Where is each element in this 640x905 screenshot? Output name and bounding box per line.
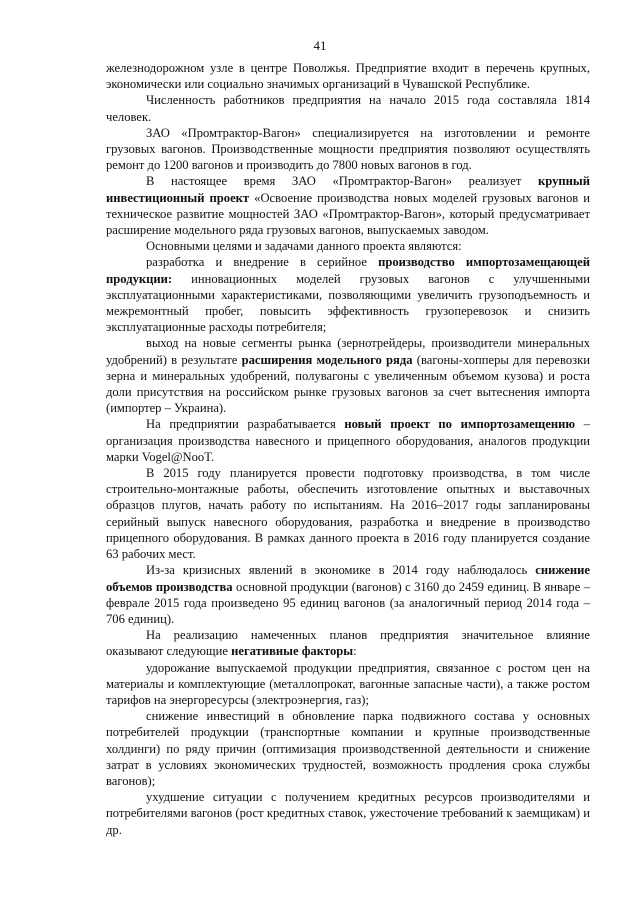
paragraph <box>106 660 590 709</box>
text-run: удорожание выпускаемой продукции предприятия, связанное с ростом цен на материалы и комплектующие (металлопрокат, вагонные запасные части), а также ростом тарифов на энергоресурсы (электроэнергия, газ); <box>106 660 590 707</box>
paragraph <box>106 627 590 659</box>
body-text <box>106 60 590 838</box>
paragraph <box>106 92 590 124</box>
paragraph <box>106 789 590 838</box>
text-run: Основными целями и задачами данного проекта являются: <box>146 239 462 254</box>
text-run: Из-за кризисных явлений в экономике в 2014 году наблюдалось <box>146 563 536 578</box>
bold-text: производство импортозамещающей продукции: <box>106 255 590 286</box>
text-run: железнодорожном узле в центре Поволжья. Предприятие входит в перечень крупных, экономически или социально значимых организаций в Чувашской Республике. <box>106 61 590 92</box>
text-run: Численность работников предприятия на начало 2015 года составляла 1814 человек. <box>106 93 590 124</box>
text-run: (вагоны-хопперы для перевозки зерна и минеральных удобрений, полувагоны с увеличенным объемом кузова) и роста доли присутствия на российском рынке грузовых вагонов за счет вытеснения импорта (импортер – Украина). <box>106 352 590 416</box>
bold-text: крупный инвестиционный проект <box>106 174 590 205</box>
text-run: ЗАО «Промтрактор-Вагон» специализируется на изготовлении и ремонте грузовых вагонов. Производственные мощности предприятия позволяют осуществлять ремонт до 1200 вагонов и производить до 7800 новых вагонов в год. <box>106 125 590 173</box>
bold-text: снижение объемов производства <box>106 563 590 594</box>
text-run: разработка и внедрение в серийное <box>146 255 379 270</box>
bold-text: расширения модельного ряда <box>241 352 413 367</box>
paragraph <box>106 335 590 416</box>
paragraph <box>106 238 590 254</box>
page-number: 41 <box>313 38 327 53</box>
text-run: «Освоение производства новых моделей грузовых вагонов и техническое развитие мощностей ЗАО «Промтрактор-Вагон», который предусматривает расширение модельного ряда грузовых вагонов, выпускаемых заводом. <box>106 190 590 238</box>
bold-text: негативные факторы <box>231 644 354 659</box>
text-run: основной продукции (вагонов) с 3160 до 2459 единиц. В январе – феврале 2015 года произведено 95 единиц вагонов (за аналогичный период 2014 года – 706 единиц). <box>106 579 591 626</box>
paragraph <box>106 125 590 174</box>
paragraph <box>106 465 590 562</box>
bold-text: новый проект по импортозамещению <box>344 417 576 432</box>
paragraph <box>106 60 590 92</box>
text-run: : <box>353 644 357 659</box>
text-run: В 2015 году планируется провести подготовку производства, в том числе строительно-монтажные работы, обеспечить изготовление опытных и выставочных образцов плугов, начать работу по испытаниям. На 2016–2017 годы запланированы серийный выпуск навесного оборудования, разработка и внедрение в производство прицепного оборудования. В рамках данного проекта в 2016 году планируется создание 63 рабочих мест. <box>106 466 590 562</box>
text-run: В настоящее время ЗАО «Промтрактор-Вагон» реализует <box>146 174 538 189</box>
text-run: На предприятии разрабатывается <box>146 417 345 432</box>
paragraph <box>106 708 590 789</box>
paragraph <box>106 416 590 465</box>
paragraph <box>106 173 590 238</box>
paragraph <box>106 562 590 627</box>
text-run: выход на новые сегменты рынка (зернотрейдеры, производители минеральных удобрений) в результате <box>106 336 590 367</box>
text-run: На реализацию намеченных планов предприятия значительное влияние оказывают следующие <box>106 628 590 659</box>
text-run: – организация производства навесного и прицепного оборудования, аналогов продукции марки Vogel@NooT. <box>106 417 590 464</box>
text-run: снижение инвестиций в обновление парка подвижного состава у основных потребителей продукции (транспортные компании и крупные производственные холдинги) по ряду причин (оптимизация производственной деятельности и снижение затрат в условиях экономических трудностей, возможность продления срока службы вагонов); <box>106 709 590 788</box>
text-run: ухудшение ситуации с получением кредитных ресурсов производителями и потребителями вагонов (рост кредитных ставок, ужесточение требований к заемщикам) и др. <box>106 790 590 837</box>
text-run: инновационных моделей грузовых вагонов с улучшенными эксплуатационными характеристиками, позволяющими увеличить грузоподъемность и межремонтный пробег, повысить эффективность грузоперевозок и снизить эксплуатационные расходы потребителя; <box>106 271 590 335</box>
paragraph <box>106 254 590 335</box>
